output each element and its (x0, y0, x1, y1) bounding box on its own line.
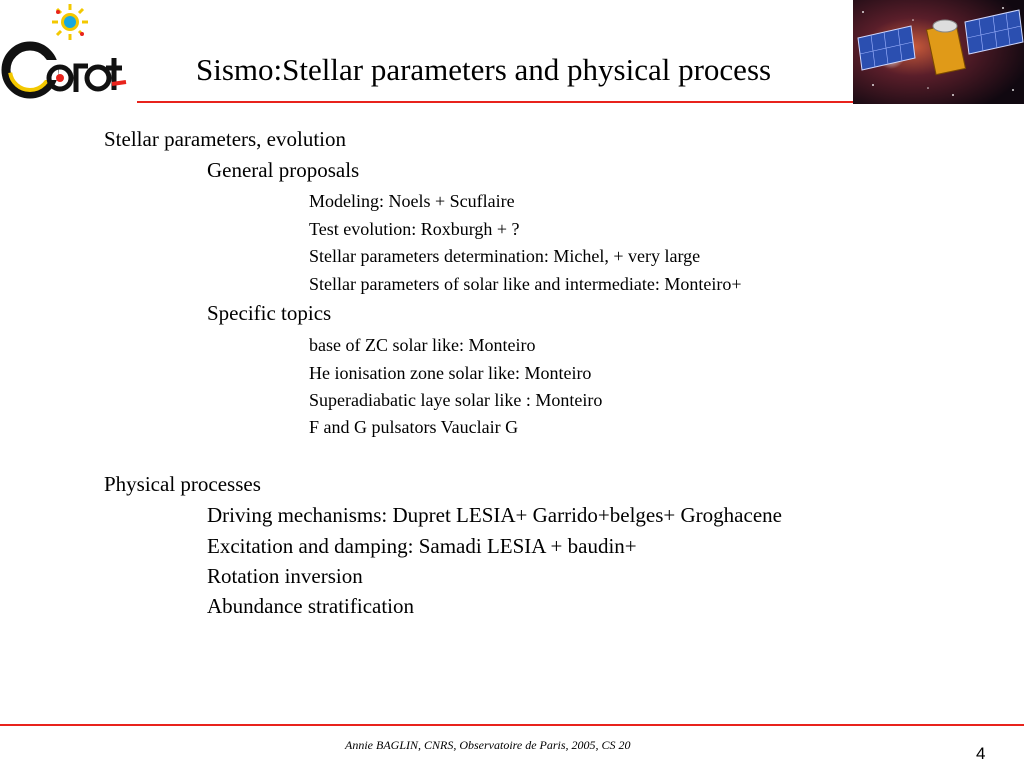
section-heading: Physical processes (104, 472, 261, 496)
section-heading: Stellar parameters, evolution (104, 127, 347, 151)
list-item: Modeling: Noels + Scuflaire (309, 191, 515, 211)
list-item: Superadiabatic laye solar like : Monteiro (309, 390, 603, 410)
list-item: base of ZC solar like: Monteiro (309, 335, 536, 355)
list-item: Stellar parameters of solar like and intermediate: Monteiro+ (309, 274, 742, 294)
list-item: Abundance stratification (207, 594, 415, 618)
list-item: F and G pulsators Vauclair G (309, 417, 519, 437)
group-label: Specific topics (207, 301, 332, 325)
list-item: Rotation inversion (207, 564, 363, 588)
slide-title: Sismo:Stellar parameters and physical process (196, 52, 772, 87)
footer-rule (0, 724, 1024, 726)
list-item: Test evolution: Roxburgh + ? (309, 219, 520, 239)
list-item: Excitation and damping: Samadi LESIA + baudin+ (207, 534, 637, 558)
page-number: 4 (976, 744, 986, 763)
list-item: Driving mechanisms: Dupret LESIA+ Garrido+belges+ Groghacene (207, 503, 782, 527)
list-item: Stellar parameters determination: Michel, + very large (309, 246, 701, 266)
list-item: He ionisation zone solar like: Monteiro (309, 363, 592, 383)
group-label: General proposals (207, 158, 360, 182)
footer-text: Annie BAGLIN, CNRS, Observatoire de Paris, 2005, CS 20 (345, 738, 631, 752)
